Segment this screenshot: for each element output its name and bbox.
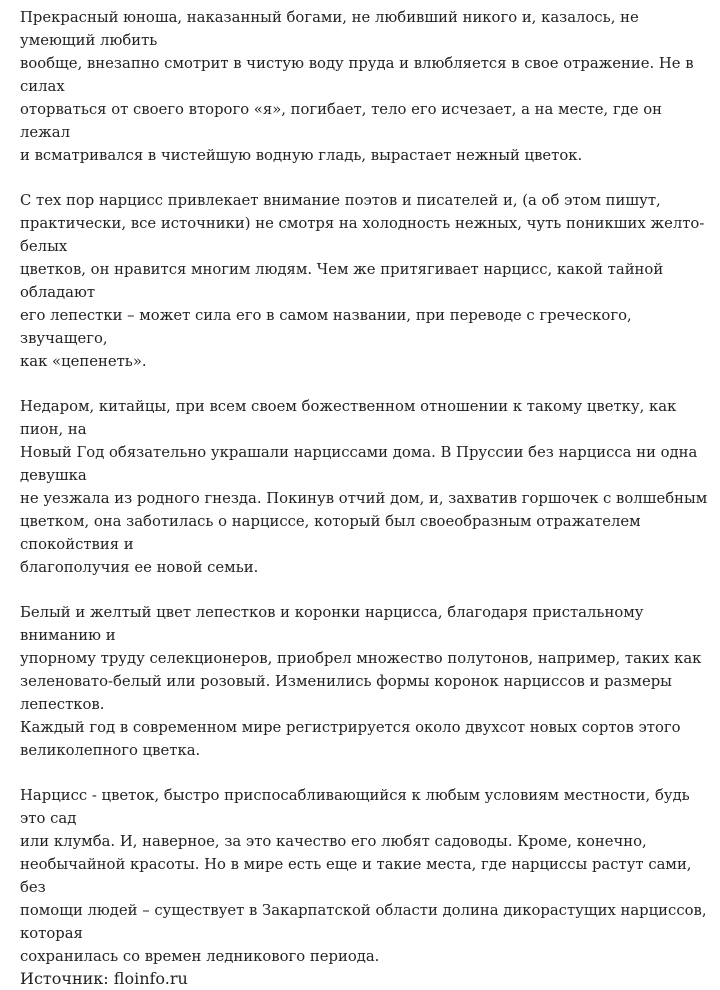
paragraph-narcissus-myth: Прекрасный юноша, наказанный богами, не любивший никого и, казалось, не умеющий любить вообще, внезапно смотрит в чистую воду пруда и влюбляется в свое отражение. Не в силах оторваться от своего второго «я», погибает, тело его исчезает, а на месте, где он лежал и всматривался в чистейшую водную гладь, вырастает нежный цветок. bbox=[20, 9, 694, 164]
paragraph-wild-valley: Нарцисс - цветок, быстро приспосабливающийся к любым условиям местности, будь это сад или клумба. И, наверное, за это качество его любят садоводы. Кроме, конечно, необычайной красоты. Но в мире есть еще и такие места, где нарциссы растут сами, без помощи людей – существует в Закарпатской области долина дикорастущих нарциссов, которая сохранилась со времен ледникового периода. bbox=[20, 787, 707, 965]
paragraph-traditions: Недаром, китайцы, при всем своем божественном отношении к такому цветку, как пион, на Новый Год обязательно украшали нарциссами дома. В Пруссии без нарцисса ни одна девушка не уезжала из родного гнезда. Покинув отчий дом, и, захватив горшочек с волшебным цветком, она заботилась о нарциссе, который был своеобразным отражателем спокойствия и благополучия ее новой семьи. bbox=[20, 398, 708, 576]
source-note: Источник: floinfo.ru bbox=[20, 969, 188, 988]
paragraph-breeding: Белый и желтый цвет лепестков и коронки нарцисса, благодаря пристальному вниманию и упорному труду селекционеров, приобрел множество полутонов, например, таких как зеленовато-белый или розовый. Изменились формы коронок нарциссов и размеры лепестков. Каждый год в современном мире регистрируется около двухсот новых сортов этого великолепного цветка. bbox=[20, 604, 702, 759]
paragraph-poets-attention: С тех пор нарцисс привлекает внимание поэтов и писателей и, (а об этом пишут, практически, все источники) не смотря на холодность нежных, чуть поникших желто-белых цветков, он нравится многим людям. Чем же притягивает нарцисс, какой тайной обладают его лепестки – может сила его в самом названии, при переводе с греческого, звучащего, как «цепенеть». bbox=[20, 192, 705, 370]
